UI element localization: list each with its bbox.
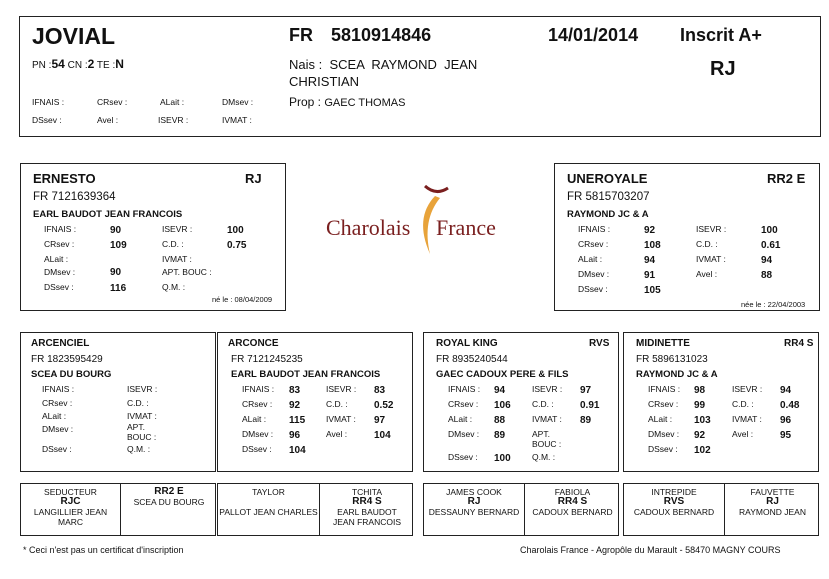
index-value: 0.75 — [227, 240, 247, 251]
index-value: 97 — [374, 415, 386, 426]
country-code: FR — [289, 25, 313, 45]
sire-name: ERNESTO — [33, 171, 96, 186]
index-label: C.D. : — [532, 399, 554, 409]
index-value: 105 — [644, 285, 661, 296]
grandparent-id: FR 7121245235 — [231, 354, 303, 365]
grandparent-code: RR4 S — [784, 338, 814, 349]
index-label: Avel : — [97, 115, 119, 125]
index-label: Avel : — [732, 429, 754, 439]
index-label: IVMAT : — [532, 414, 562, 424]
index-label: Avel : — [696, 269, 718, 279]
great-grandparent-breeder: CADOUX BERNARD — [532, 507, 613, 517]
great-grandparent-name: INTREPIDE — [651, 487, 697, 497]
sire-id: FR 7121639364 — [33, 191, 116, 203]
index-label: IFNAIS : — [448, 384, 481, 394]
great-grandparent-code: RVS — [663, 496, 685, 507]
index-value: 83 — [289, 385, 301, 396]
great-grandparent-name: TCHITA — [351, 487, 383, 497]
index-value: 94 — [494, 385, 506, 396]
index-label: IVMAT : — [127, 411, 157, 421]
index-label: IVMAT : — [696, 254, 726, 264]
index-value: 115 — [289, 415, 306, 426]
index-value: 108 — [644, 240, 661, 251]
index-value: 92 — [289, 400, 301, 411]
pn-label: PN : — [32, 60, 52, 71]
owner-line — [289, 95, 405, 109]
index-value: 0.61 — [761, 240, 781, 251]
index-label: IFNAIS : — [42, 384, 75, 394]
great-grandparent-code: RJ — [467, 496, 481, 507]
index-value: 99 — [694, 400, 706, 411]
index-label: DMsev : — [578, 269, 610, 279]
grandparent-breeder: GAEC CADOUX PERE & FILS — [436, 369, 569, 380]
dam-name: UNEROYALE — [567, 171, 648, 186]
sire-birth-date: né le : 08/04/2009 — [212, 295, 273, 304]
index-label: ALait : — [448, 414, 473, 424]
footer-address: Charolais France - Agropôle du Marault - 58470 MAGNY COURS — [520, 545, 781, 555]
footer-disclaimer: * Ceci n'est pas un certificat d'inscription — [23, 545, 184, 555]
index-label: ISEVR : — [532, 384, 563, 394]
grandparent-box — [217, 332, 413, 472]
index-label: ISEVR : — [127, 384, 158, 394]
index-label: DSsev : — [448, 452, 478, 462]
great-grandparent-cell — [218, 487, 319, 517]
index-label: Avel : — [326, 429, 348, 439]
great-grandparent-code: RR4 S — [352, 496, 382, 507]
nais-label: Nais — [289, 57, 316, 72]
index-label: C.D. : — [127, 398, 149, 408]
index-label: CRsev : — [97, 97, 128, 107]
index-label: IFNAIS : — [32, 97, 65, 107]
index-label: CRsev : — [44, 239, 75, 249]
index-value: 109 — [110, 240, 127, 251]
great-grandparent-cell — [121, 487, 217, 507]
index-label: ISEVR : — [732, 384, 763, 394]
animal-header-box — [19, 16, 821, 137]
great-grandparent-breeder: RAYMOND JEAN — [739, 507, 806, 517]
index-label: C.D. : — [162, 239, 184, 249]
dam-birth-date: née le : 22/04/2003 — [741, 300, 806, 309]
index-label: C.D. : — [696, 239, 718, 249]
index-value: 90 — [110, 267, 122, 278]
great-grandparent-cell — [624, 487, 724, 517]
te-label: TE : — [96, 60, 116, 71]
great-grandparent-cell — [21, 487, 120, 527]
great-grandparent-name: FAUVETTE — [750, 487, 795, 497]
sire-code: RJ — [245, 171, 262, 186]
grandparent-name: ARCENCIEL — [31, 338, 90, 349]
prop-label: Prop : — [289, 95, 322, 109]
index-label: APT. BOUC : — [162, 267, 212, 277]
index-value: 91 — [644, 270, 656, 281]
index-label: DMsev : — [448, 429, 480, 439]
great-grandparent-name: SEDUCTEUR — [44, 487, 97, 497]
index-value: 0.91 — [580, 400, 600, 411]
index-label: CRsev : — [242, 399, 273, 409]
index-value: 103 — [694, 415, 711, 426]
index-value: 97 — [580, 385, 592, 396]
sire-box — [20, 163, 286, 311]
index-label: APT. BOUC : — [127, 422, 157, 442]
logo-text-france: France — [436, 215, 496, 240]
index-label: ISEVR : — [162, 224, 193, 234]
index-value: 94 — [644, 255, 656, 266]
index-label: IFNAIS : — [578, 224, 611, 234]
great-grandparent-name: FABIOLA — [554, 487, 591, 497]
index-label: DSsev : — [44, 282, 74, 292]
index-label: ALait : — [44, 254, 69, 264]
index-value: 94 — [761, 255, 773, 266]
index-value: 88 — [761, 270, 773, 281]
index-value: 104 — [289, 445, 306, 456]
index-value: 100 — [227, 225, 244, 236]
nais-value: : SCEA RAYMOND JEAN — [318, 57, 478, 72]
great-grandparent-name: TAYLOR — [252, 487, 285, 497]
index-value: 100 — [494, 453, 511, 464]
great-grandparents-pair — [623, 483, 819, 536]
index-label: CRsev : — [448, 399, 479, 409]
breeder-line-2: CHRISTIAN — [289, 74, 360, 89]
index-label: IVMAT : — [732, 414, 762, 424]
index-label: IFNAIS : — [242, 384, 275, 394]
index-value: 102 — [694, 445, 711, 456]
animal-name: JOVIAL — [32, 23, 116, 49]
cn-value: 2 — [87, 57, 95, 71]
charolais-france-logo — [318, 166, 518, 274]
grandparent-box — [20, 332, 216, 472]
grandparent-breeder: EARL BAUDOT JEAN FRANCOIS — [231, 369, 381, 380]
pn-value: 54 — [51, 57, 65, 71]
grandparent-code: RVS — [589, 338, 610, 349]
index-label: ISEVR : — [158, 115, 189, 125]
grandparent-name: ARCONCE — [228, 338, 279, 349]
great-grandparents-pair — [423, 483, 619, 536]
index-value: 104 — [374, 430, 391, 441]
index-label: DMsev : — [44, 267, 76, 277]
great-grandparent-cell — [525, 487, 620, 517]
index-value: 0.52 — [374, 400, 394, 411]
great-grandparent-breeder: SCEA DU BOURG — [133, 497, 205, 507]
great-grandparent-breeder: CADOUX BERNARD — [633, 507, 715, 517]
index-label: DSsev : — [648, 444, 678, 454]
index-label: IVMAT : — [326, 414, 356, 424]
index-label: IFNAIS : — [648, 384, 681, 394]
index-value: 94 — [780, 385, 792, 396]
great-grandparent-code: RR4 S — [557, 496, 588, 507]
great-grandparent-cell — [320, 487, 414, 527]
index-label: ALait : — [578, 254, 603, 264]
grandparent-breeder: RAYMOND JC & A — [636, 369, 718, 380]
index-value: 92 — [694, 430, 706, 441]
great-grandparent-code: RJC — [60, 496, 81, 507]
grandparent-name: ROYAL KING — [436, 338, 498, 349]
te-value: N — [115, 57, 124, 71]
index-label: DSsev : — [578, 284, 608, 294]
registration-status: Inscrit A+ — [680, 25, 762, 45]
dam-id: FR 5815703207 — [567, 191, 650, 203]
index-value: 92 — [644, 225, 656, 236]
grandparent-name: MIDINETTE — [636, 338, 690, 349]
dam-box — [554, 163, 820, 311]
index-label: IVMAT : — [162, 254, 192, 264]
index-value: 83 — [374, 385, 386, 396]
animal-number: 5810914846 — [331, 25, 432, 45]
great-grandparents-pair — [20, 483, 216, 536]
index-value: 96 — [780, 415, 792, 426]
index-value: 100 — [761, 225, 778, 236]
index-label: APT. BOUC : — [532, 429, 562, 449]
prop-value: GAEC THOMAS — [324, 97, 406, 109]
grandparent-box — [623, 332, 819, 472]
great-grandparent-cell — [424, 487, 524, 517]
index-value: 98 — [694, 385, 706, 396]
index-label: ALait : — [160, 97, 185, 107]
index-label: ALait : — [42, 411, 67, 421]
grandparent-id: FR 1823595429 — [31, 354, 103, 365]
cn-label: CN : — [67, 60, 88, 71]
grandparent-id: FR 5896131023 — [636, 354, 708, 365]
pn-cn-te-line — [32, 57, 124, 71]
index-label: DMsev : — [648, 429, 680, 439]
index-value: 90 — [110, 225, 122, 236]
grandparent-box — [423, 332, 619, 472]
index-value: 116 — [110, 283, 127, 294]
index-label: ISEVR : — [696, 224, 727, 234]
index-label: C.D. : — [326, 399, 348, 409]
index-value: 95 — [780, 430, 792, 441]
great-grandparent-name: JAMES COOK — [446, 487, 502, 497]
great-grandparent-cell — [725, 487, 820, 517]
great-grandparent-breeder: EARL BAUDOT JEAN FRANCOIS — [332, 507, 401, 527]
index-value: 89 — [494, 430, 506, 441]
dam-breeder: RAYMOND JC & A — [567, 209, 649, 220]
index-label: C.D. : — [732, 399, 754, 409]
logo-text-charolais: Charolais — [326, 215, 411, 240]
index-label: IVMAT : — [222, 115, 252, 125]
grandparent-breeder: SCEA DU BOURG — [31, 369, 112, 380]
index-label: IFNAIS : — [44, 224, 77, 234]
sire-breeder: EARL BAUDOT JEAN FRANCOIS — [33, 209, 183, 220]
registration-date: 14/01/2014 — [548, 25, 639, 45]
index-value: 106 — [494, 400, 511, 411]
great-grandparent-code: RJ — [766, 496, 779, 507]
index-label: ALait : — [242, 414, 267, 424]
index-label: DMsev : — [42, 424, 74, 434]
great-grandparent-breeder: PALLOT JEAN CHARLES — [219, 507, 318, 517]
index-value: 96 — [289, 430, 301, 441]
index-value: 88 — [494, 415, 506, 426]
index-label: Q.M. : — [127, 444, 151, 454]
great-grandparent-breeder: DESSAUNY BERNARD — [428, 507, 520, 517]
index-value: 89 — [580, 415, 592, 426]
index-label: ISEVR : — [326, 384, 357, 394]
index-label: DMsev : — [242, 429, 274, 439]
index-label: DSsev : — [32, 115, 62, 125]
index-label: CRsev : — [42, 398, 73, 408]
index-label: Q.M. : — [532, 452, 556, 462]
index-label: DSsev : — [42, 444, 72, 454]
great-grandparent-code: RR2 E — [154, 486, 184, 497]
great-grandparent-breeder: LANGILLIER JEAN MARC — [33, 507, 108, 527]
index-label: Q.M. : — [162, 282, 186, 292]
index-label: CRsev : — [648, 399, 679, 409]
index-value: 0.48 — [780, 400, 800, 411]
qualification-code: RJ — [710, 58, 736, 80]
breeder-line — [289, 57, 477, 72]
index-label: ALait : — [648, 414, 673, 424]
dam-code: RR2 E — [767, 171, 806, 186]
grandparent-id: FR 8935240544 — [436, 354, 508, 365]
index-label: CRsev : — [578, 239, 609, 249]
great-grandparents-pair — [217, 483, 413, 536]
index-label: DMsev : — [222, 97, 254, 107]
index-label: DSsev : — [242, 444, 272, 454]
